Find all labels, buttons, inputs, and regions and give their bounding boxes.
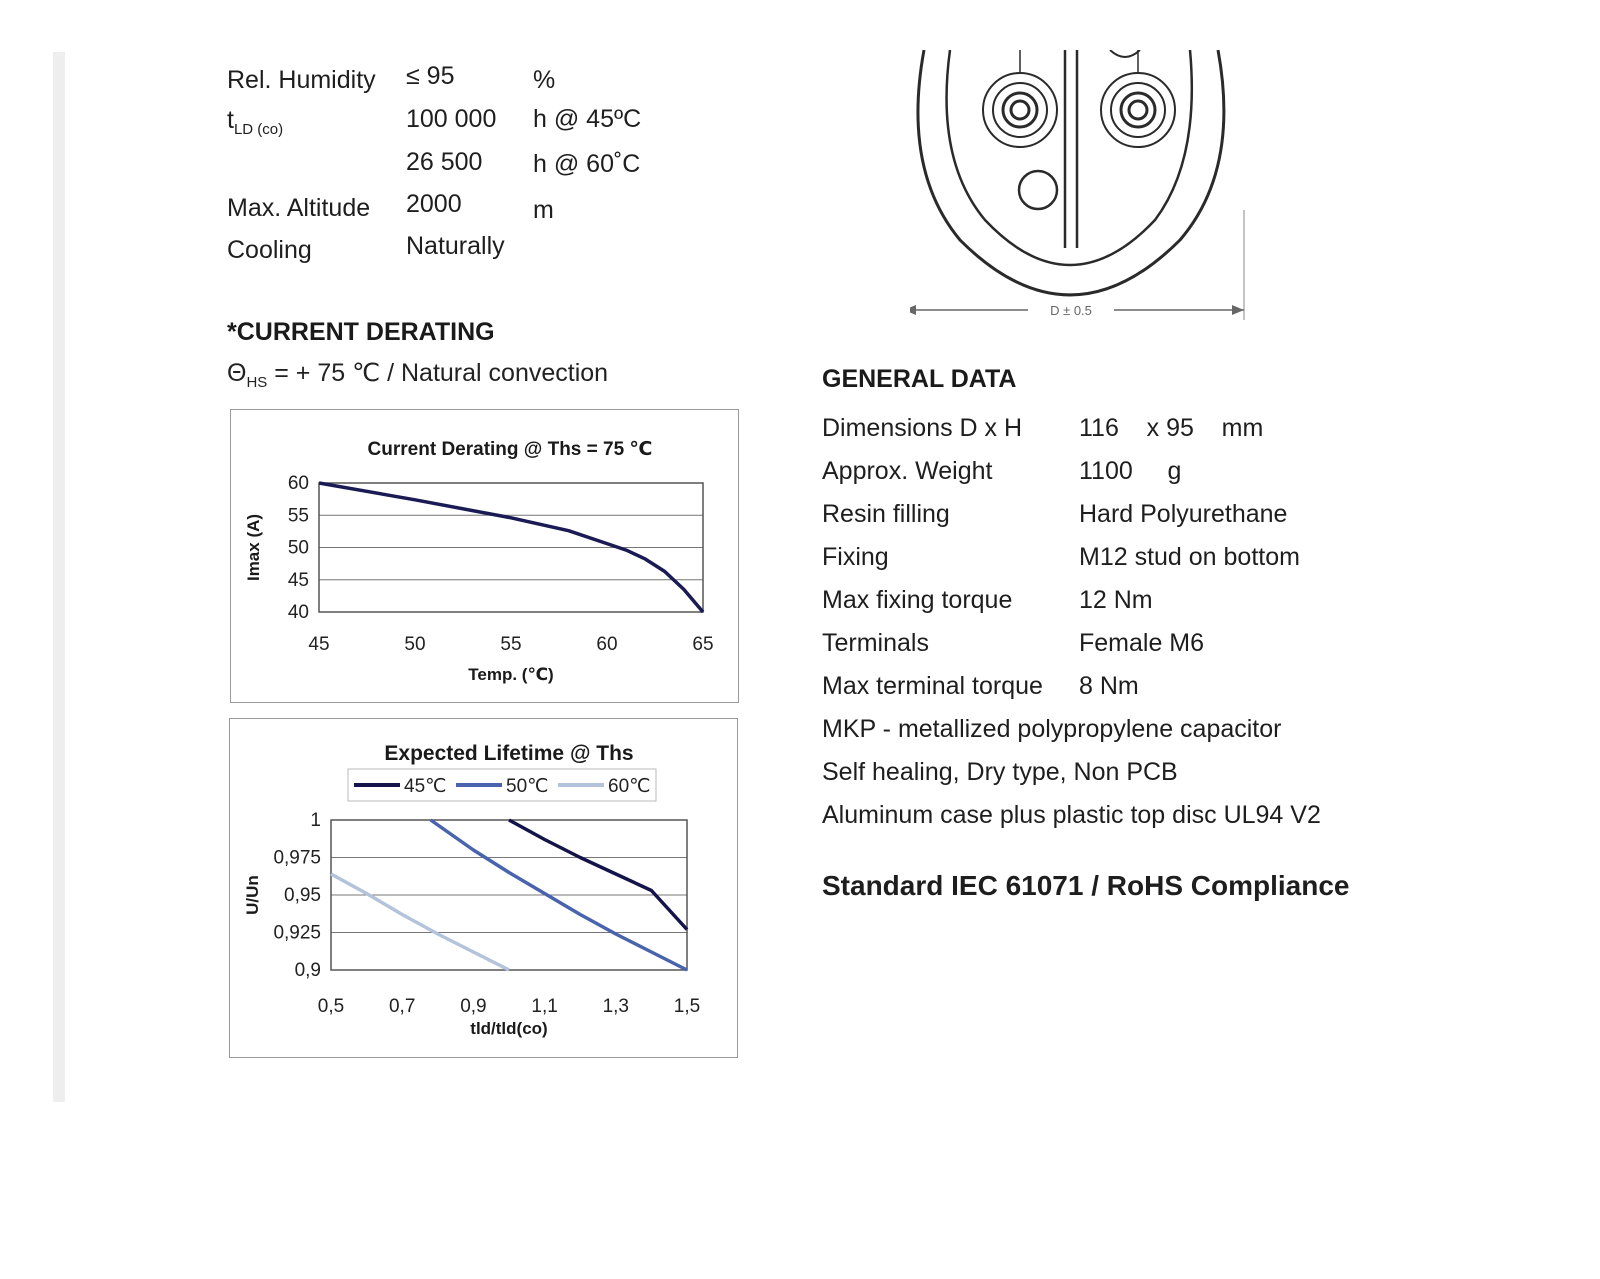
theta-subscript: HS	[246, 374, 268, 391]
legend-label: 60℃	[608, 776, 651, 797]
gd-label-terminals: Terminals	[822, 629, 929, 657]
legend-label: 45℃	[404, 776, 447, 797]
y-tick-label: 0,9	[294, 960, 321, 981]
expected-lifetime-chart-svg	[230, 719, 737, 1057]
gd-label-fixing-torque: Max fixing torque	[822, 586, 1013, 614]
gd-value-resin: Hard Polyurethane	[1079, 500, 1288, 528]
dimension-label: D ± 0.5	[1050, 303, 1092, 318]
gd-value-fixing-torque: 12 Nm	[1079, 586, 1153, 614]
gd-value-weight: 1100 g	[1079, 457, 1182, 485]
y-tick-label: 60	[287, 473, 309, 494]
current-derating-condition	[227, 358, 608, 391]
spec-label-tld	[227, 106, 283, 138]
expected-lifetime-chart	[229, 718, 738, 1058]
page-left-edge	[53, 52, 65, 1102]
gd-value-dimensions: 116 x 95 mm	[1079, 414, 1264, 442]
condition-text: = + 75 ℃ / Natural convection	[267, 359, 609, 387]
top-hole-arc	[1110, 50, 1140, 57]
x-tick-label: 1,3	[602, 996, 630, 1017]
series-line-2	[331, 874, 509, 970]
y-tick-label: 40	[287, 602, 309, 623]
standard-compliance: Standard IEC 61071 / RoHS Compliance	[822, 870, 1350, 901]
spec-value-rel-humidity: ≤ 95	[406, 62, 455, 90]
x-tick-label: 55	[500, 634, 522, 655]
tld-subscript: LD (co)	[233, 121, 284, 138]
y-tick-label: 0,95	[284, 885, 321, 906]
chart-title: Expected Lifetime @ Ths	[384, 742, 634, 765]
x-tick-label: 50	[404, 634, 426, 655]
capacitor-outer-outline	[918, 50, 1224, 295]
gd-value-terminal-torque: 8 Nm	[1079, 672, 1139, 700]
series-line-0	[509, 820, 687, 930]
y-tick-label: 45	[287, 569, 309, 591]
spec-value-cooling: Naturally	[406, 232, 505, 260]
x-tick-label: 0,7	[388, 996, 416, 1017]
x-tick-label: 60	[596, 634, 618, 655]
gd-note-aluminum-case: Aluminum case plus plastic top disc UL94 V2	[822, 801, 1321, 829]
gd-label-resin: Resin filling	[822, 500, 950, 528]
y-tick-label: 55	[287, 505, 309, 527]
spec-label-cooling: Cooling	[227, 236, 312, 264]
y-tick-label: 50	[287, 537, 309, 559]
x-tick-label: 1,5	[673, 996, 701, 1017]
spec-value-tld-45: 100 000	[406, 105, 497, 133]
y-tick-label: 0,925	[273, 922, 321, 944]
y-axis-label: Imax (A)	[244, 513, 263, 582]
spec-label-max-altitude: Max. Altitude	[227, 194, 371, 222]
capacitor-top-view-drawing	[910, 50, 1250, 330]
spec-label-rel-humidity: Rel. Humidity	[227, 66, 376, 94]
x-tick-label: 45	[308, 634, 330, 655]
terminal-left	[983, 50, 1057, 147]
gd-value-fixing: M12 stud on bottom	[1079, 543, 1300, 571]
x-axis-label: tld/tld(co)	[470, 1019, 548, 1038]
y-axis-label: U/Un	[243, 875, 262, 915]
spec-unit-tld-45: h @ 45ºC	[533, 105, 642, 133]
spec-unit-rel-humidity: %	[533, 66, 556, 94]
gd-note-self-healing: Self healing, Dry type, Non PCB	[822, 758, 1178, 786]
spec-value-tld-60: 26 500	[406, 148, 483, 176]
chart-title: Current Derating @ Ths = 75 ℃	[367, 439, 653, 460]
x-tick-label: 1,1	[531, 996, 558, 1017]
gd-note-mkp: MKP - metallized polypropylene capacitor	[822, 715, 1282, 743]
x-axis-label: Temp. (℃)	[468, 665, 554, 684]
x-tick-label: 65	[692, 634, 714, 655]
x-tick-label: 0,5	[317, 996, 345, 1017]
spec-unit-max-altitude: m	[533, 196, 554, 224]
tld-symbol: t	[227, 106, 234, 134]
gd-label-weight: Approx. Weight	[822, 457, 993, 485]
x-tick-label: 0,9	[460, 996, 487, 1017]
y-tick-label: 0,975	[273, 847, 321, 869]
capacitor-inner-outline	[947, 50, 1192, 265]
y-tick-label: 1	[310, 810, 321, 831]
legend-label: 50℃	[506, 776, 549, 797]
gd-label-dimensions: Dimensions D x H	[822, 414, 1023, 442]
current-derating-chart-svg	[231, 410, 738, 702]
theta-symbol: Θ	[227, 359, 247, 387]
terminal-right	[1101, 50, 1175, 147]
spec-unit-tld-60: h @ 60˚C	[533, 150, 641, 178]
general-data-title: GENERAL DATA	[822, 365, 1017, 393]
vent-hole	[1019, 171, 1057, 209]
current-derating-chart	[230, 409, 739, 703]
gd-label-fixing: Fixing	[822, 543, 889, 571]
gd-value-terminals: Female M6	[1079, 629, 1205, 657]
current-derating-title: *CURRENT DERATING	[227, 318, 495, 346]
spec-value-max-altitude: 2000	[406, 190, 462, 218]
gd-label-terminal-torque: Max terminal torque	[822, 672, 1043, 700]
